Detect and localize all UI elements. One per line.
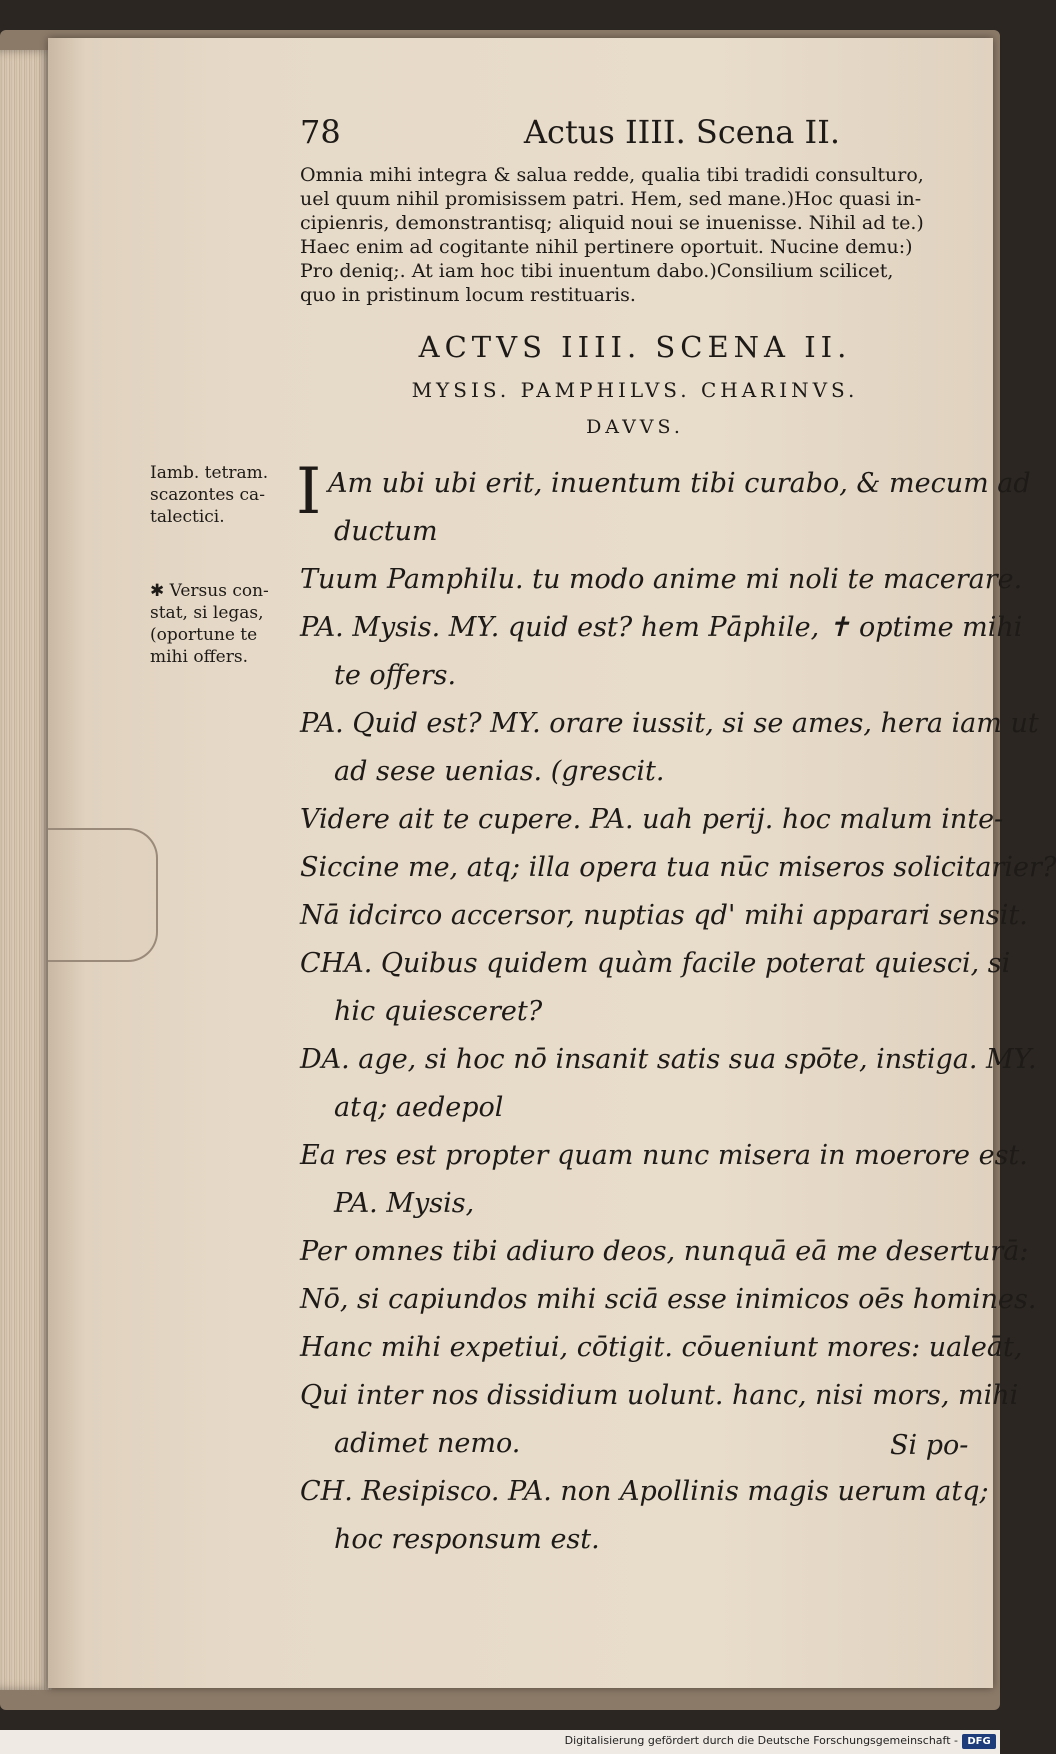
verse-line: Videre ait te cupere. PA. uah perij. hoc malum inte- (300, 804, 1004, 835)
page-number: 78 (300, 113, 341, 151)
verse-line: PA. Mysis, (334, 1188, 475, 1219)
drop-cap: I (296, 455, 322, 529)
verse-line: Per omnes tibi adiuro deos, nunquā eā me deserturā: (300, 1236, 1029, 1267)
verse-line: Tuum Pamphilu. tu modo anime mi noli te macerare. (300, 564, 1023, 595)
verse-line: ductum (334, 516, 438, 547)
margin-note-line: mihi offers. (150, 647, 248, 667)
verse-line: Ea res est propter quam nunc misera in moerore est. (300, 1140, 1028, 1171)
prose-line: cipienris, demonstrantisq; aliquid noui se inuenisse. Nihil ad te.) (300, 212, 924, 234)
prose-line: Omnia mihi integra & salua redde, qualia tibi tradidi consulturo, (300, 164, 924, 186)
margin-note-line: (oportune te (150, 625, 258, 645)
prose-line: quo in pristinum locum restituaris. (300, 284, 636, 306)
verse-line: Siccine me, atq; illa opera tua nūc miseros solicitarier? (300, 852, 1056, 883)
verse-line: hic quiesceret? (334, 996, 543, 1027)
dramatis-personae: MYSIS. PAMPHILVS. CHARINVS. (411, 378, 859, 402)
margin-note-meter (150, 462, 300, 528)
prose-line: Pro deniq;. At iam hoc tibi inuentum dabo.)Consilium scilicet, (300, 260, 894, 282)
margin-note-line: stat, si legas, (150, 603, 264, 623)
margin-note-line: Iamb. tetram. (150, 463, 269, 483)
page-clip (48, 828, 158, 962)
verse-text (300, 460, 1056, 1564)
margin-note-versus (150, 580, 300, 668)
footer-bar (0, 1730, 1000, 1754)
verse-line: ad sese uenias. (grescit. (334, 756, 665, 787)
margin-note-line: scazontes ca- (150, 485, 265, 505)
catchword: Si po- (890, 1430, 969, 1461)
running-title: Actus IIII. Scena II. (523, 113, 840, 151)
verse-line: CHA. Quibus quidem quàm facile poterat quiesci, si (300, 948, 1011, 979)
verse-line: atq; aedepol (334, 1092, 504, 1123)
verse-line: Nō, si capiundos mihi sciā esse inimicos oēs homines. (300, 1284, 1037, 1315)
margin-note-line: talectici. (150, 507, 225, 527)
verse-line: Qui inter nos dissidium uolunt. hanc, nisi mors, mihi (300, 1380, 1019, 1411)
dramatis-personae-cont: DAVVS. (586, 416, 684, 438)
running-head (300, 113, 840, 151)
verse-line: PA. Mysis. MY. quid est? hem Pāphile, ✝ optime mihi (300, 612, 1023, 643)
page-edges (0, 50, 52, 1690)
footer-credit: Digitalisierung gefördert durch die Deutsche Forschungsgemeinschaft - (564, 1734, 958, 1747)
scene-heading: ACTVS IIII. SCENA II. (418, 330, 852, 364)
verse-line: DA. age, si hoc nō insanit satis sua spōte, instiga. MY. (300, 1044, 1037, 1075)
verse-line: Am ubi ubi erit, inuentum tibi curabo, & mecum ad (328, 468, 1031, 499)
verse-line: hoc responsum est. (334, 1524, 600, 1555)
verse-line: CH. Resipisco. PA. non Apollinis magis uerum atq; (300, 1476, 989, 1507)
verse-line: Hanc mihi expetiui, cōtigit. cōueniunt mores: ualeāt, (300, 1332, 1023, 1363)
verse-line: te offers. (334, 660, 457, 691)
verse-line: adimet nemo. (334, 1428, 521, 1459)
commentary-prose (300, 163, 970, 307)
verse-line: Nā idcirco accersor, nuptias qd' mihi apparari sensit. (300, 900, 1028, 931)
verse-line: PA. Quid est? MY. orare iussit, si se ames, hera iam ut (300, 708, 1039, 739)
prose-line: Haec enim ad cogitante nihil pertinere oportuit. Nucine demu:) (300, 236, 913, 258)
margin-note-line: ✱ Versus con- (150, 581, 269, 601)
prose-line: uel quum nihil promisissem patri. Hem, sed mane.)Hoc quasi in- (300, 188, 922, 210)
dfg-logo: DFG (962, 1734, 996, 1749)
